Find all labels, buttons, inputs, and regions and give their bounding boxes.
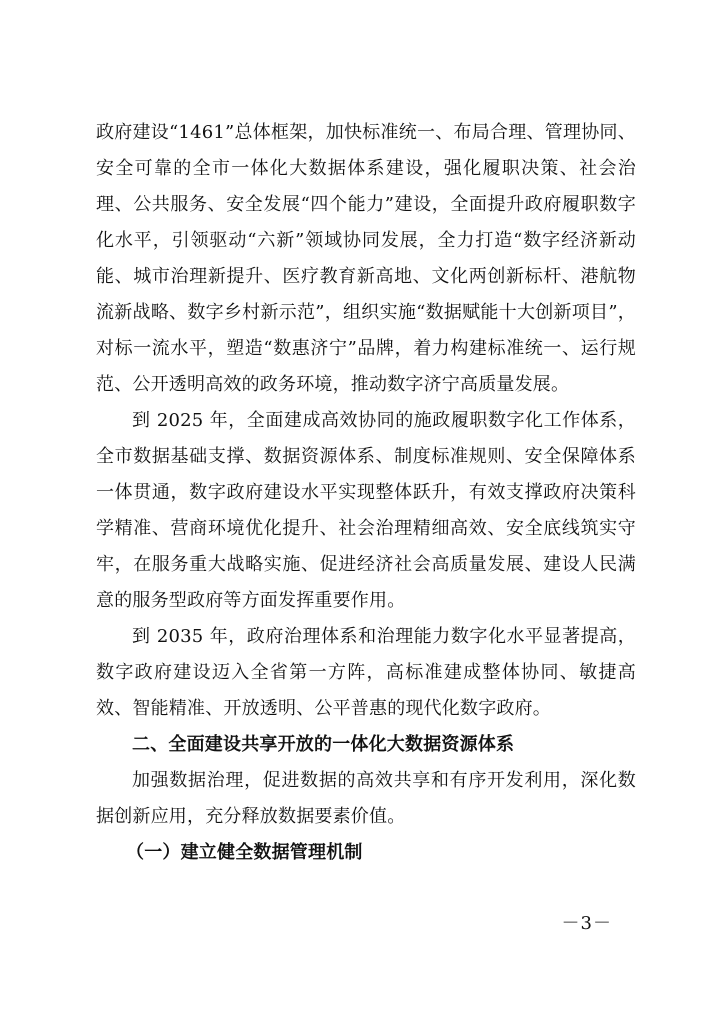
paragraph-data-governance: 加强数据治理，促进数据的高效共享和有序开发利用，深化数据创新应用，充分释放数据要素价值。 [96, 770, 636, 827]
document-body [96, 115, 636, 871]
subsection-heading: （一）建立健全数据管理机制 [126, 842, 363, 863]
paragraph-2035-goal: 到 2035 年，政府治理体系和治理能力数字化水平显著提高，数字政府建设迈入全省第一方阵，高标准建成整体协同、敏捷高效、智能精准、开放透明、公平普惠的现代化数字政府。 [96, 626, 636, 719]
paragraph-2025-goal: 到 2025 年，全面建成高效协同的施政履职数字化工作体系，全市数据基础支撑、数据资源体系、制度标准规则、安全保障体系一体贯通，数字政府建设水平实现整体跃升，有效支撑政府决策科学精准、营商环境优化提升、社会治理精细高效、安全底线筑实守牢，在服务重大战略实施、促进经济社会高质量发展、建设人民满意的服务型政府等方面发挥重要作用。 [96, 410, 636, 611]
page-number: －3－ [561, 913, 612, 934]
paragraph-framework: 政府建设“1461”总体框架，加快标准统一、布局合理、管理协同、安全可靠的全市一体化大数据体系建设，强化履职决策、社会治理、公共服务、安全发展“四个能力”建设，全面提升政府履职数字化水平，引领驱动“六新”领域协同发展，全力打造“数字经济新动能、城市治理新提升、医疗教育新高地、文化两创新标杆、港航物流新战略、数字乡村新示范”，组织实施“数据赋能十大创新项目”，对标一流水平，塑造“数惠济宁”品牌，着力构建标准统一、运行规范、公开透明高效的政务环境，推动数字济宁高质量发展。 [96, 122, 636, 395]
section-heading: 二、全面建设共享开放的一体化大数据资源体系 [132, 734, 515, 755]
